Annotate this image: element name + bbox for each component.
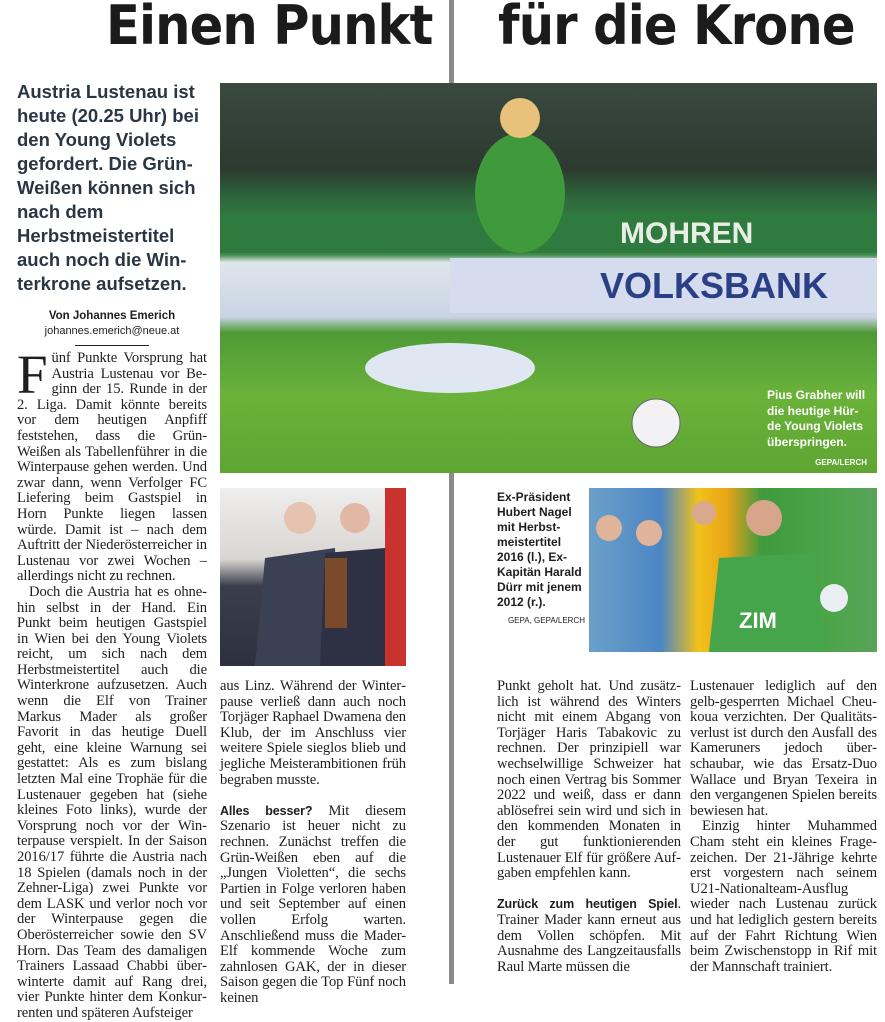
ad-board-volksbank: VOLKSBANK: [600, 265, 829, 306]
paragraph: Doch die Austria hat es ohnehin selbst in der Hand. Ein Punkt beim heutigen Gastspiel in Wien bei den Young Violets reicht, um sich nach dem Herbstmeistertitel auch die Winterkrone aufzusetzen. Auch wenn die Elf von Trainer Markus Mader als großer Favorit in das heutige Duell geht, eine kleine Warnung sei gestattet: Als es zum bislang letzten Mal eine Trophäe für die Lustenauer gegeben hat (siehe kleines Foto links), wurde der Vorsprung noch vor der Winterpause verspielt. In der Saison 2016/17 führte die Austria nach 18 Spielen (damals noch in der Zehner-Liga) zwei Punkte vor dem LASK und verlor noch vor der Winterpause gegen die Oberösterreicher sowie den SV Horn. Das Team des damaligen Trainers Lassaad Chabbi überwinterte damit auf Rang drei, vier Punkte hinter dem Konkurrenten und späteren Aufsteiger: [17, 583, 207, 1021]
column-2: [220, 679, 406, 1006]
trophy-photo-2016: [220, 488, 406, 666]
byline: [17, 310, 207, 337]
trophy-photo-illustration: [220, 488, 406, 666]
paragraph: [497, 897, 681, 975]
paragraph: Einzig hinter Muhammed Cham steht ein kleines Fragezeichen. Der 21-Jährige kehrte erst vorgestern nach seinem U21-Nationalteam-Ausflug wieder nach Lustenau zurück und hat lediglich gestern bereits auf der Fahrt Richtung Wien beim Zwischenstopp in Rif mit der Mannschaft trainiert.: [690, 818, 877, 975]
trophy-photo-2012: [589, 488, 877, 652]
caption-text: Ex-Präsident Hubert Nagel mit Herbstmeistertitel 2016 (l.), Ex-Kapitän Harald Dürr mit jenem 2012 (r.).: [497, 490, 582, 609]
subhead: Zurück zum heutigen Spiel: [497, 897, 678, 912]
headline-right: für die Krone: [498, 0, 855, 57]
headline-left: Einen Punkt: [106, 0, 433, 57]
paragraph-text: . Trainer Mader kann erneut aus dem Vollen schöpfen. Mit Ausnahme des Langzeitausfalls Raul Marte müssen die: [497, 896, 681, 975]
paragraph: aus Linz. Während der Winterpause verließ dann auch noch Torjäger Raphael Dwamena den Klub, der im Anschluss vier weitere Spiele sieglos blieb und jegliche Meisterambitionen früh begraben musste.: [220, 678, 406, 788]
column-4: [690, 679, 877, 975]
author-email[interactable]: johannes.emerich@neue.at: [44, 325, 180, 337]
caption-text: Pius Grabher will die heutige Hürde Young Violets überspringen.: [767, 388, 866, 449]
column-3: [497, 679, 681, 975]
paragraph-text: Mit diesem Szenario ist heuer nicht zu rechnen. Zunächst treffen die Grün-Weißen eben auf die „Jungen Violetten“, die sechs Partien in Folge verloren haben und seit September auf einen vollen Erfolg warten. Anschließend muss die Mader-Elf kommende Woche zum zahnlosen GAK, der in dieser Saison gegen die Top Fünf noch keinen: [220, 802, 406, 1006]
paragraph: Lustenauer lediglich auf den gelb-gesperrten Michael Cheukoua verzichten. Der Qualitätsverlust ist durch den Ausfall des Kameruners jedoch überschaubar, wie das Ersatz-Duo Wallace und Bryan Texeira in den vergangenen Spielen bereits bewiesen hat.: [690, 678, 877, 819]
paragraph: [220, 804, 406, 1007]
author-name: Von Johannes Emerich: [48, 310, 176, 322]
photo-credit: GEPA, GEPA/LERCH: [507, 616, 585, 625]
byline-rule: [75, 345, 149, 346]
photo-credit: GEPA/LERCH: [815, 458, 867, 467]
drop-cap: F: [17, 344, 48, 405]
lead-paragraph: Austria Lustenau ist heute (20.25 Uhr) bei den Young Violets gefordert. Die Grün-Weißen können sich nach dem Herbstmeistertitel auch noch die Winterkrone aufsetzen.: [17, 81, 199, 294]
jersey-sponsor: ZIM: [739, 608, 777, 633]
main-photo-caption: [767, 388, 867, 471]
paragraph: [17, 344, 207, 585]
subhead: Alles besser?: [220, 803, 313, 818]
column-1: [17, 344, 207, 1022]
paragraph: Punkt geholt hat. Und zusätzlich ist während des Winters nicht mit einem Abgang von Torjäger Haris Tabakovic zu rechnen. Der prinzipiell war wechselwillige Schweizer hat noch einen Vertrag bis Sommer 2022 und weiß, dass er dann ablösefrei sein wird und sich in den kommenden Monaten in der gut funktionierenden Lustenauer Elf für größere Aufgaben empfehlen kann.: [497, 678, 681, 882]
main-photo: [220, 83, 877, 473]
paragraph-text: ünf Punkte Vorsprung hat Austria Lustenau vor Beginn der 15. Runde in der 2. Liga. Damit könnte bereits vor dem heutigen Anpfiff feststehen, dass die Grün-Weißen als Tabellenführer in die Winterpause gehen werden. Und zwar dann, wenn Verfolger FC Liefering beim Gastspiel in Horn Punkte liegen lassen würde. Damit ist – nach dem Auftritt der Niederösterreicher in Lustenau vor zwei Wochen – allerdings nicht zu rechnen.: [17, 350, 207, 585]
left-column-flow: [17, 80, 207, 1022]
secondary-photo-caption: [497, 490, 585, 628]
trophy-photo-2012-illustration: [589, 488, 877, 652]
ad-board-mohren: MOHREN: [620, 217, 754, 250]
